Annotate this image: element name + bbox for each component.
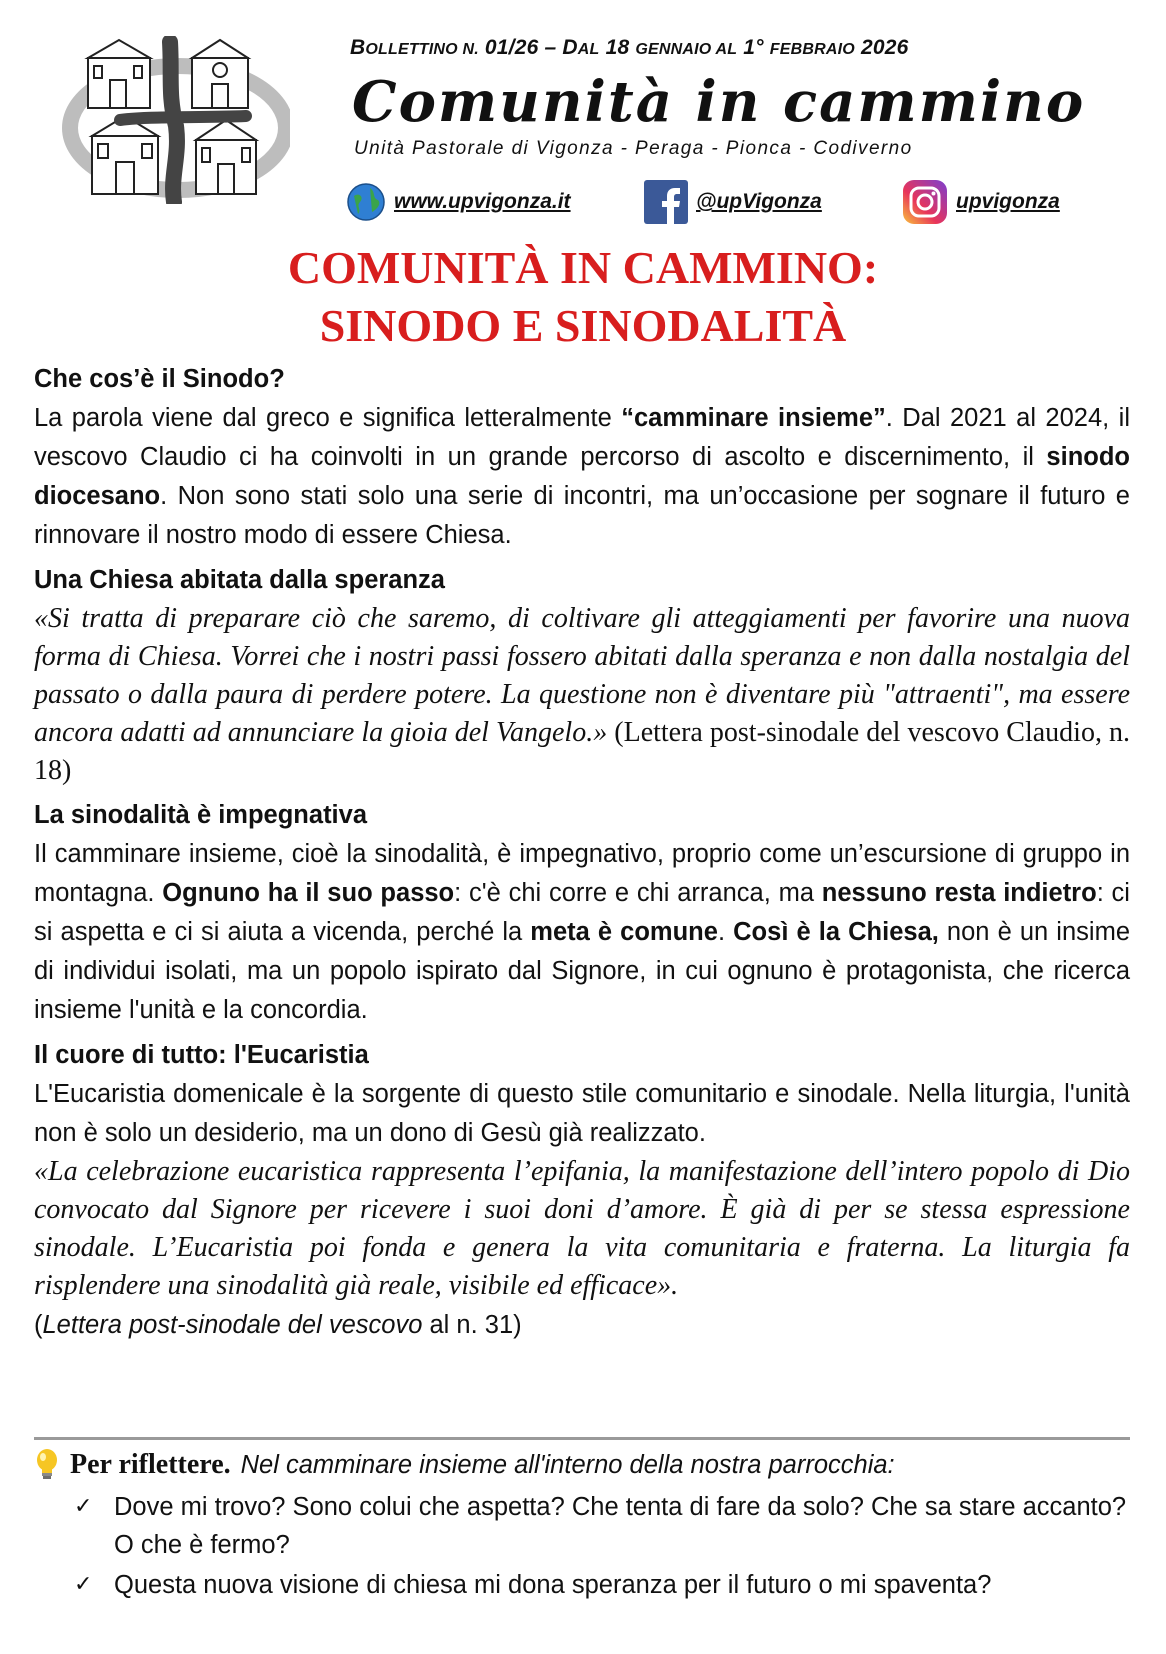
section-heading-eucaristia: Il cuore di tutto: l'Eucaristia bbox=[34, 1041, 369, 1069]
paragraph-sinodo: La parola viene dal greco e significa letteralmente “camminare insieme”. Dal 2021 al 2024, il vescovo Claudio ci ha coinvolti in un grande percorso di ascolto e discernimento, il sinodo diocesano. Non sono stati solo una serie di incontri, ma un’occasione per sognare il futuro e rinnovare il nostro modo di essere Chiesa. bbox=[34, 404, 1130, 549]
article-body bbox=[34, 360, 1130, 1345]
masthead-title: Comunità in cammino bbox=[352, 69, 1086, 135]
page-title-line2: SINODO E SINODALITÀ bbox=[319, 300, 847, 351]
section-heading-speranza: Una Chiesa abitata dalla speranza bbox=[34, 566, 445, 594]
paragraph-eucaristia: L'Eucaristia domenicale è la sorgente di questo stile comunitario e sinodale. Nella liturgia, l'unità non è solo un desiderio, ma un dono di Gesù già realizzato. bbox=[34, 1080, 1130, 1147]
reflection-intro: Nel camminare insieme all'interno della nostra parrocchia: bbox=[240, 1451, 895, 1479]
section-heading-sinodalita: La sinodalità è impegnativa bbox=[34, 801, 368, 829]
facebook-icon bbox=[644, 180, 688, 224]
page-title-line1: COMUNITÀ IN CAMMINO: bbox=[287, 242, 879, 293]
quote-eucaristia-reference: (Lettera post-sinodale del vescovo al n. 31) bbox=[34, 1311, 522, 1339]
website-link[interactable] bbox=[346, 180, 571, 224]
list-item: ✓ Questa nuova visione di chiesa mi dona speranza per il futuro o mi spaventa? bbox=[74, 1566, 1130, 1604]
cross-horizontal bbox=[120, 116, 246, 120]
paragraph-sinodalita: Il camminare insieme, cioè la sinodalità, è impegnativo, proprio come un’escursione di gruppo in montagna. Ognuno ha il suo passo: c'è chi corre e chi arranca, ma nessuno resta indietro: ci si aspetta e ci si aiuta a vicenda, perché la meta è comune. Così è la Chiesa, non è un insime di individui isolati, ma un popolo ispirato dal Signore, in cui ognuno è protagonista, che ricerca insieme l'unità e la concordia. bbox=[34, 840, 1130, 1024]
reflection-list bbox=[74, 1488, 1130, 1604]
instagram-label[interactable]: upvigonza bbox=[956, 190, 1060, 213]
lightbulb-icon bbox=[34, 1448, 60, 1482]
checkmark-icon: ✓ bbox=[74, 1494, 93, 1519]
quote-eucaristia: «La celebrazione eucaristica rappresenta l’epifania, la manifestazione dell’intero popolo di Dio convocato dal Signore per ricevere i suoi doni d’amore. È già di per se stessa espressione sinodale. L’Eucaristia poi fonda e genera la vita comunitaria e fraterna. La liturgia fa risplendere una sinodalità già reale, visibile ed efficace». bbox=[34, 1156, 1130, 1301]
section-divider bbox=[34, 1437, 1130, 1440]
checkmark-icon: ✓ bbox=[74, 1572, 93, 1597]
quote-speranza: «Si tratta di preparare ciò che saremo, di coltivare gli atteggiamenti per favorire una nuova forma di Chiesa. Vorrei che i nostri passi fossero abitati dalla speranza e non dalla nostalgia del passato o dalla paura di perdere potere. La questione non è diventare più "attraenti", ma essere ancora adatti ad annunciare la gioia del Vangelo.» (Lettera post-sinodale del vescovo Claudio, n. 18) bbox=[34, 603, 1131, 786]
reflection-header bbox=[34, 1446, 1130, 1484]
masthead-subtitle: Unità Pastorale di Vigonza - Peraga - Pionca - Codiverno bbox=[354, 138, 913, 159]
bulletin-number: BOLLETTINO N. 01/26 – DAL 18 GENNAIO AL 1° FEBBRAIO 2026 bbox=[350, 36, 909, 59]
list-item: ✓ Dove mi trovo? Sono colui che aspetta? Che tenta di fare da solo? Che sa stare accanto? O che è fermo? bbox=[74, 1488, 1130, 1564]
reflection-box bbox=[34, 1446, 1130, 1606]
instagram-icon bbox=[902, 179, 948, 225]
facebook-label[interactable]: @upVigonza bbox=[696, 190, 822, 213]
website-label[interactable]: www.upvigonza.it bbox=[394, 190, 571, 213]
facebook-link[interactable] bbox=[644, 180, 822, 224]
instagram-link[interactable] bbox=[902, 180, 1060, 224]
section-heading-sinodo: Che cos’è il Sinodo? bbox=[34, 365, 285, 393]
parish-logo bbox=[58, 36, 290, 204]
globe-icon bbox=[346, 182, 386, 222]
reflection-title: Per riflettere. bbox=[70, 1449, 231, 1480]
